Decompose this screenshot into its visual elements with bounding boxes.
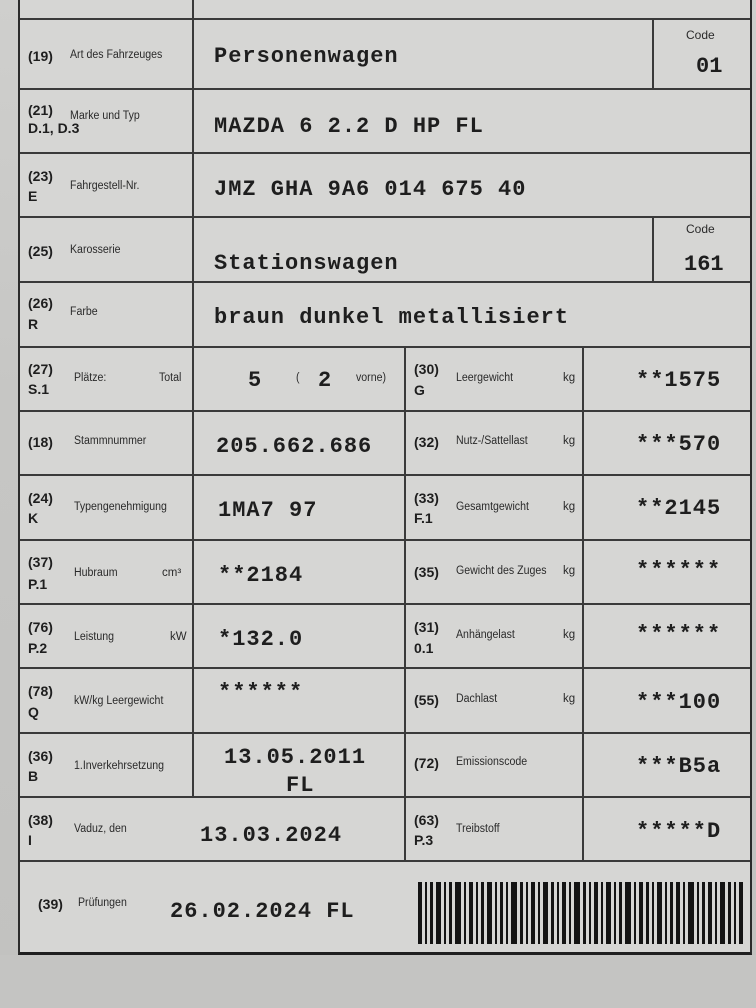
field-number: (25) [28, 243, 53, 259]
divider [20, 667, 750, 669]
field-number: (18) [28, 434, 53, 450]
field-label: Vaduz, den [74, 823, 127, 835]
empty-weight-value: **1575 [636, 368, 722, 393]
field-number: (19) [28, 48, 53, 64]
train-weight-value: ****** [636, 558, 722, 583]
fuel-value: *****D [636, 819, 722, 844]
divider [20, 152, 750, 154]
divider [20, 732, 750, 734]
unit-label: kg [563, 501, 576, 513]
field-label: Marke und Typ [70, 110, 140, 122]
unit-label: kg [563, 435, 576, 447]
divider [652, 216, 654, 281]
field-label: Dachlast [456, 693, 498, 705]
divider [20, 796, 750, 798]
field-number: (21) [28, 102, 53, 118]
divider [20, 88, 750, 90]
field-number: (63) [414, 812, 439, 828]
field-number: (24) [28, 490, 53, 506]
field-code: F.1 [414, 510, 433, 526]
field-label: Total [159, 372, 182, 384]
unit-label: kW [170, 631, 187, 643]
field-number: (31) [414, 619, 439, 635]
divider [20, 410, 750, 412]
divider [20, 216, 750, 218]
field-label: 1.Inverkehrsetzung [74, 760, 164, 772]
field-code: K [28, 510, 39, 526]
first-registration-country: FL [286, 773, 315, 798]
color-value: braun dunkel metallisiert [214, 305, 570, 330]
field-label: kW/kg Leergewicht [74, 695, 164, 707]
code-label: Code [686, 28, 715, 42]
divider [20, 539, 750, 541]
field-number: (72) [414, 755, 439, 771]
field-code: D.1, D.3 [28, 120, 80, 136]
field-label: vorne) [356, 372, 387, 384]
field-label: Plätze: [74, 372, 107, 384]
field-code: P.1 [28, 576, 48, 592]
inspection-date-value: 26.02.2024 FL [170, 899, 355, 924]
field-number: (30) [414, 361, 439, 377]
unit-label: kg [563, 565, 576, 577]
field-code: P.2 [28, 640, 48, 656]
field-label: Gesamtgewicht [456, 501, 529, 513]
field-label: Karosserie [70, 244, 121, 256]
first-registration-value: 13.05.2011 [224, 745, 367, 770]
field-number: (27) [28, 361, 53, 377]
field-label: Art des Fahrzeuges [70, 49, 163, 61]
field-number: (35) [414, 564, 439, 580]
make-model-value: MAZDA 6 2.2 D HP FL [214, 114, 484, 139]
field-label: Hubraum [74, 567, 118, 579]
unit-label: cm³ [162, 567, 182, 579]
code-value: 161 [684, 252, 724, 277]
power-weight-value: ****** [218, 680, 304, 705]
divider [192, 346, 194, 796]
vehicle-type-value: Personenwagen [214, 44, 399, 69]
type-approval-value: 1MA7 97 [218, 498, 318, 523]
field-number: (32) [414, 434, 439, 450]
page-bottom-margin [0, 955, 756, 1008]
field-number: (55) [414, 692, 439, 708]
divider [652, 18, 654, 88]
field-label: Stammnummer [74, 435, 147, 447]
field-label: Prüfungen [78, 897, 127, 909]
field-number: (39) [38, 896, 63, 912]
field-number: (37) [28, 554, 53, 570]
field-number: (36) [28, 748, 53, 764]
field-label: Typengenehmigung [74, 501, 167, 513]
field-label: Fahrgestell-Nr. [70, 180, 140, 192]
field-label: Treibstoff [456, 823, 500, 835]
divider [20, 474, 750, 476]
payload-value: ***570 [636, 432, 722, 457]
field-label: Anhängelast [456, 629, 515, 641]
divider [20, 860, 750, 862]
code-value: 01 [696, 54, 723, 79]
field-number: (38) [28, 812, 53, 828]
field-label: Farbe [70, 306, 98, 318]
field-label: Nutz-/Sattellast [456, 435, 528, 447]
field-code: R [28, 316, 39, 332]
divider [20, 281, 750, 283]
roof-load-value: ***100 [636, 690, 722, 715]
power-value: *132.0 [218, 627, 304, 652]
seats-front-value: 2 [318, 368, 333, 393]
chassis-number-value: JMZ GHA 9A6 014 675 40 [214, 177, 527, 202]
unit-label: kg [563, 693, 576, 705]
field-label: Leistung [74, 631, 115, 643]
field-code: I [28, 832, 32, 848]
divider [20, 603, 750, 605]
field-code: P.3 [414, 832, 434, 848]
field-code: B [28, 768, 39, 784]
unit-label: kg [563, 372, 576, 384]
field-code: S.1 [28, 381, 50, 397]
vehicle-registration-card [18, 0, 752, 955]
divider [20, 18, 750, 20]
field-label: Emissionscode [456, 756, 528, 768]
code-label: Code [686, 222, 715, 236]
emission-code-value: ***B5a [636, 754, 722, 779]
issue-date-value: 13.03.2024 [200, 823, 343, 848]
field-label: Gewicht des Zuges [456, 565, 547, 577]
field-number: (33) [414, 490, 439, 506]
master-number-value: 205.662.686 [216, 434, 373, 459]
field-number: (23) [28, 168, 53, 184]
field-number: (78) [28, 683, 53, 699]
field-code: 0.1 [414, 640, 434, 656]
divider [192, 0, 194, 346]
unit-label: kg [563, 629, 576, 641]
field-code: Q [28, 704, 39, 720]
field-label: ( [296, 372, 300, 384]
displacement-value: **2184 [218, 563, 304, 588]
trailer-load-value: ****** [636, 622, 722, 647]
field-code: E [28, 188, 38, 204]
divider [20, 346, 750, 348]
barcode-icon [418, 880, 748, 946]
seats-total-value: 5 [248, 368, 263, 393]
field-label: Leergewicht [456, 372, 514, 384]
divider [582, 346, 584, 860]
gross-weight-value: **2145 [636, 496, 722, 521]
field-code: G [414, 382, 425, 398]
body-type-value: Stationswagen [214, 251, 399, 276]
divider [404, 346, 406, 860]
field-number: (76) [28, 619, 53, 635]
field-number: (26) [28, 295, 53, 311]
